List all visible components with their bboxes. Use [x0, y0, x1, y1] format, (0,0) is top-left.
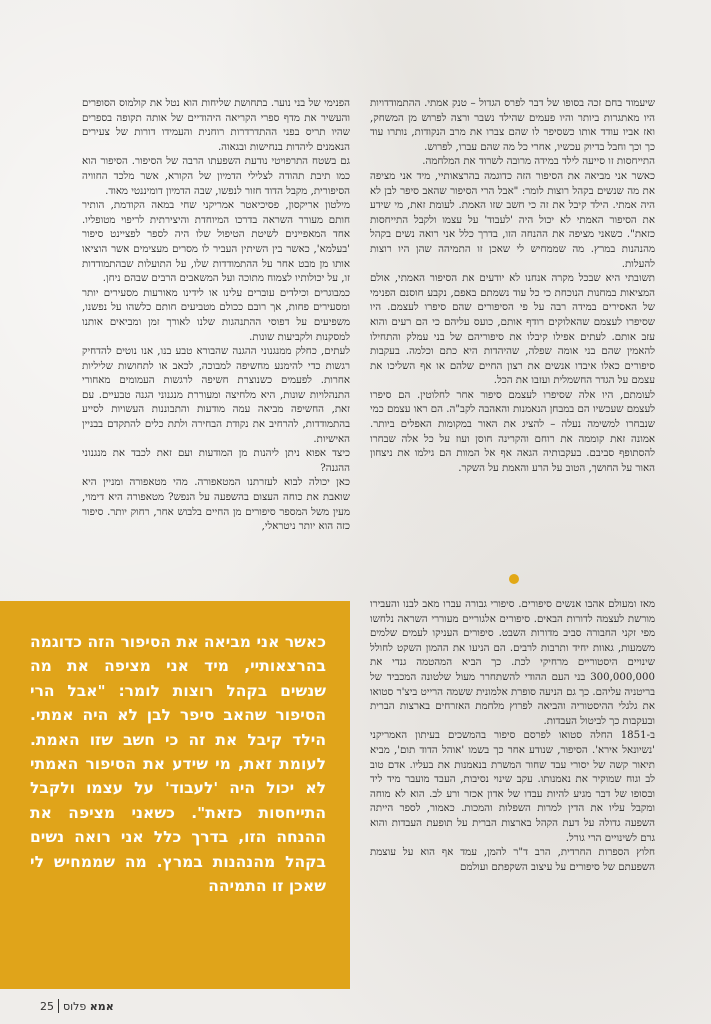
article-column-right-top [370, 97, 655, 555]
magazine-name [63, 1000, 114, 1013]
paragraph: כאשר אני מביאה את הסיפור הזה כדוגמה בהרצאותיי, מיד אני מציפה את מה שנשים בקהל רוצות לומר: "אבל הרי הסיפור שהאב סיפר לבן לא היה אמתי. הילד קיבל את זה כי חשב שזו האמת. לעומת זאת, מי שידע את הסיפור האמתי לא יכול היה 'לעבוד' על עצמו ולקבל התייחסות כזאת". כשאני מציפה את ההנחה הזו, בדרך כלל אני רואה נשים בקהל מהנהנות במרץ. מה שממחיש לי שאכן זו התמיהה שהן היו רוצות להעלות. [370, 170, 655, 270]
pull-quote-text: כאשר אני מביאה את הסיפור הזה כדוגמה בהרצאותיי, מיד אני מציפה את מה שנשים בקהל רוצות לומר: "אבל הרי הסיפור שהאב סיפר לבן לא היה אמתי. הילד קיבל את זה כי חשב שזו האמת. לעומת זאת, מי שידע את הסיפור האמתי לא יכול היה 'לעבוד' על עצמו ולקבל התייחסות כזאת". כשאני מציפה את ההנחה הזו, בדרך כלל אני רואה נשים בקהל מהנהנות במרץ. מה שממחיש לי שאכן זו התמיהה [30, 633, 326, 896]
paragraph: מילטון אריקסון, פסיכיאטר אמריקני שחי במאה הקודמת, הותיר חותם מעורר השראה בדרכו המיוחדת והיצירתית לריפוי מטופליו. אחד המאפיינים לשיטת הטיפול שלו היה לספר לפציינט סיפור 'בעלמא', כאשר בין השיתין העביר לו מסרים מעצימים אשר הוציאו אותו מן מבט אחר על ההתמודדות שלו, על התועלות שבהתמודדות זו, על יכולותיו לצמוח מתוכה ועל המשאבים הרבים שבהם ניחן. [82, 200, 350, 285]
section-separator-dot [509, 574, 519, 584]
article-column-left [82, 97, 350, 581]
page-number: 25 [40, 999, 54, 1013]
paragraph: מאז ומעולם אהבו אנשים סיפורים. סיפורי גבורה עברו מאב לבנו והעבירו מורשת לעצמה לדורות הבאים. סיפורים אלגוריים מעוררי השראה נלחשו מפי זקני החבורה סביב מדורות השבט. סיפורים העניקו לעמים שלמים משמעות, גאוות יחיד ותרבות לרבים. הם הניעו את ההמון השקט לחולל שינויים היסטוריים מרחיקי לכת. כך הביא המהטמה גנדי את 300,000,000 בני העם ההודי להשתחרר מעול שלטונה המכביד של בריטניה עליהם. כך גם הניעה סופרת אלמונית ששמה הרייט ביצ'ר סטואו את גלגלי ההיסטוריה והביאה לפרוץ מלחמת האזרחים בארצות הברית ובעקבות כך לביטול העבדות. [370, 599, 655, 727]
paragraph: התייחסות זו סייעה לילד במידה מרובה לשרוד את המלחמה. [422, 156, 655, 168]
paragraph: שיעמוד בחם זכה בסופו של דבר לפרס הגדול – טנק אמתי. ההתמודדויות היו מאתגרות ביותר והיו פעמים שהילד נשבר ורצה לפרוש מן המשחק, ואז אביו עודד אותו כשסיפר לו שהם צברו את מרב הנקודות, נותרו עוד כך וכך וחבל בדיוק עכשיו, אחרי כל מה שהם עברו, לפרוש. [370, 98, 655, 153]
footer-divider [58, 999, 59, 1013]
article-column-right-bottom [370, 598, 655, 988]
paragraph: לעתים, כחלק ממנגנוני ההגנה שהבורא טבע בנו, אנו נוטים להדחיק רגשות כדי להימנע מחשיפה למבוכה, לכאב או לתחושות שליליות אחרות. לפעמים כשנוצרת חשיפה לרגשות העמומים מאחורי התנהלויות שונות, היא מלחיצה ומעוררת מנגנוני הגנה טבעיים. עם זאת, החשיפה מביאה עמה מודעות והתבוננות העשויות לסייע בהתמודדות, להרחיב את נקודת הבחירה ולתת כלים להתקדם בבניין האישיות. [82, 346, 350, 445]
paragraph: כמבוגרים וכילדים עוברים עלינו או לידינו מאורעות מסעירים יותר ומסעירים פחות, אך רובם ככולם מטביעים חותם כלשהו על נפשנו, משפיעים על דפוסי ההתנהגות שלנו לאורך זמן ומביאים אותנו למסקנות ולקביעות שונות. [82, 287, 350, 343]
paragraph: הפנימי של בני נוער. בתחושת שליחות הוא נטל את קולמוס הסופרים והעשיר את מדף ספרי הקריאה היהודיים של אותה תקופה בספרים שהיו תריס בפני ההתדרדרות רוחנית והעמידו דורות של צעירים הנאמנים ליהדות בנחישות ובגאוה. [82, 98, 350, 153]
paragraph: ב-1851 החלה סטואו לפרסם סיפור בהמשכים בעיתון האמריקני 'נשיונאל אירא'. הסיפור, שנודע אחר כך בשמו 'אוהל הדוד תום', מביא תיאור קשה של יסורי עבד שחור המשרת בנאמנות את בעליו. אדם טוב לב וגוח שמוקיר את נאמנותו. עקב שינוי נסיבות, העבד מועבר מיד ליד ובסופו של דבר מגיע להיות עבדו של אדון אכזר ורע לב. הוא לא מוחה ומקבל עליו את הדין למרות השפלות והמכות. כאמור, לספר הייתה השפעה גדולה על דעת הקהל בארצות הברית על תופעת העבדות והוא גרם לשינויים הרי גורל. [370, 730, 655, 844]
paragraph: לעומתם, היו אלה שסיפרו לעצמם סיפור אחר לחלוטין. הם סיפרו לעצמם שעכשיו הם במבחן הנאמנות והאהבה לקב"ה. הם ראו עצמם כמי שנבחרו למשימה נעלה – להציג את האור במקומות האפלים ביותר. אמונה זאת קוממה את רוחם והקרינה חוסן ועוז על כל אלה שבחרו להסתופף סביבם. בעקבותיה הגאה אף אל המוות הם גילמו את ניצחון האור על החושך, הטוב על הרע והאמת על השקר. [370, 389, 655, 474]
paragraph: חלוץ הספרות החרדית, הרב ד"ר להמן, עמד אף הוא על עוצמת השפעתם של סיפורים על עיצוב השקפתם ועולמם [370, 847, 655, 873]
page-footer [40, 998, 114, 1014]
paragraph: כיצד אפוא ניתן ליהנות מן המודעות ועם זאת לכבד את מנגנוני ההגנה? [82, 448, 350, 474]
magazine-name-rest: פלוס [63, 999, 87, 1013]
paragraph: גם בשטח התרפויטי נודעת השפעתו הרבה של הסיפור. הסיפור הוא כמו תיבת תהודה לצלילי הדמיון של הקורא, אשר מלכד החוויה הסיפורית, מקבל הדוד חזור לנפשו, שבה הדמיון דומיננטי מאוד. [82, 156, 350, 197]
magazine-name-bold: אמא [89, 999, 114, 1013]
paragraph: כאן יכולה לבוא לעזרתנו המטאפורה. מהי מטאפורה ומניין היא שואבת את כוחה העצום בהשפעה על הנפש? מטאפורה היא דימוי, מעין משל המספר סיפורים מן החיים בלבוש אחר, רחוק יותר. סיפור כזה הוא יותר ניטראלי, [82, 477, 350, 533]
paragraph: תשובתי היא שבכל מקרה אנחנו לא יודעים את הסיפור האמתי, אולם המציאות במחנות הנוכחת כי כל עוד נשמתם באפם, נקבע חוסנם הפנימי של האסירים במידה רבה על פי הסיפורים שהם סיפרו לעצמם. היו שסיפרו לעצמם שהאלוקים רודף אותם, כועס עליהם כי הם רעים והוא עזב אותם. לעתים אפילו קיבלו את סיפוריהם של בני עמלק והתחילו להאמין שהם בני אומה שפלה, שהיהדות היא כתם וכלמה. בעקבות סיפורים כאלו איבדו אנשים את רצון החיים שלהם או אף השליכו את עצמם על הגדר החשמלית ועזבו את הכל. [370, 273, 655, 387]
